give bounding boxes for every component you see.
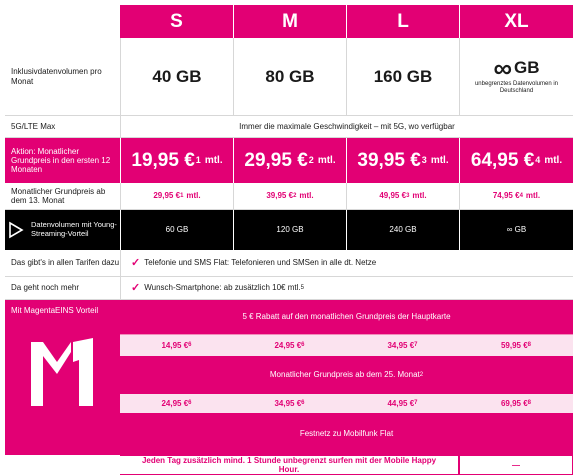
regular-price-xl	[459, 183, 573, 210]
footnote-mark: 6	[301, 400, 305, 407]
footnote-mark: 2	[419, 371, 424, 378]
price-unit: mtl.	[430, 154, 449, 166]
footnote-mark: 1	[180, 192, 184, 199]
footnote-mark: 2	[293, 192, 297, 199]
streaming-s: 60 GB	[120, 210, 233, 250]
infinity-icon: ∞	[493, 52, 513, 83]
footnote-mark: 3	[406, 192, 410, 199]
footnote-mark: 3	[421, 155, 427, 166]
speed-text: Immer die maximale Geschwindigkeit – mit 5G, wo verfügbar	[120, 116, 573, 138]
extra-row	[120, 277, 573, 300]
happy-hour-text: Jeden Tag zusätzlich mind. 1 Stunde unbegrenzt surfen mit der Mobile Happy Hour.	[120, 455, 459, 475]
discount-price-s	[120, 335, 233, 356]
footnote-mark: 2	[308, 155, 314, 166]
regular-price-l	[346, 183, 459, 210]
tariff-header-l[interactable]: L	[346, 5, 459, 38]
promo-price-xl	[459, 138, 573, 183]
regular-price-s	[120, 183, 233, 210]
check-icon: ✓	[131, 281, 141, 294]
footnote-mark: 6	[301, 342, 305, 349]
from25-price-value: 34,95 €	[274, 398, 302, 408]
play-icon	[9, 222, 23, 238]
price-unit: mtl.	[204, 154, 223, 166]
from25-price-m	[233, 394, 346, 413]
data-volume-l: 160 GB	[346, 38, 459, 116]
discount-price-value: 14,95 €	[161, 340, 189, 350]
data-volume-m: 80 GB	[233, 38, 346, 116]
price-unit: mtl.	[525, 191, 541, 201]
discount-price-m	[233, 335, 346, 356]
footnote-mark: 8	[527, 342, 532, 349]
discount-price-l	[346, 335, 459, 356]
discount-price-value: 24,95 €	[274, 340, 302, 350]
promo-price-s	[120, 138, 233, 183]
streaming-label: Datenvolumen mit Young-Streaming-Vorteil	[31, 220, 117, 238]
regular-price-value: 29,95 €	[153, 191, 181, 201]
streaming-xl: ∞ GB	[459, 210, 573, 250]
promo-price-m	[233, 138, 346, 183]
tariff-header-m[interactable]: M	[233, 5, 346, 38]
unlimited-note: unbegrenztes Datenvolumen in Deutschland	[474, 80, 559, 94]
promo-price-label: Aktion: Monatlicher Grundpreis in den ersten 12 Monaten	[5, 138, 120, 183]
footnote-mark: 7	[414, 400, 418, 407]
footnote-mark: 6	[188, 342, 192, 349]
data-volume-xl	[459, 38, 573, 116]
regular-price-label: Monatlicher Grundpreis ab dem 13. Monat	[5, 183, 120, 210]
streaming-m: 120 GB	[233, 210, 346, 250]
from25-price-value: 44,95 €	[387, 398, 415, 408]
footnote-mark: 4	[535, 155, 541, 166]
footnote-mark: 4	[519, 192, 523, 199]
included-row	[120, 250, 573, 277]
promo-price-value: 39,95 €	[357, 149, 421, 171]
price-unit: mtl.	[186, 191, 201, 201]
magenta-eins-label-cell	[5, 300, 120, 455]
promo-price-value: 29,95 €	[244, 149, 308, 171]
magenta-eins-label: Mit MagentaEINS Vorteil	[11, 306, 99, 315]
promo-price-l	[346, 138, 459, 183]
discount-text: 5 € Rabatt auf den monatlichen Grundpreis der Hauptkarte	[120, 300, 573, 335]
from25-price-s	[120, 394, 233, 413]
flat-text: Festnetz zu Mobilfunk Flat	[120, 413, 573, 455]
promo-price-value: 64,95 €	[470, 149, 535, 171]
discount-price-xl	[459, 335, 573, 356]
regular-price-value: 39,95 €	[266, 191, 294, 201]
from25-text-cell	[120, 356, 573, 394]
footnote-mark: 1	[195, 155, 201, 166]
included-label: Das gibt's in allen Tarifen dazu	[5, 250, 120, 277]
tariff-comparison-table	[5, 5, 573, 475]
from25-text: Monatlicher Grundpreis ab dem 25. Monat	[269, 370, 420, 380]
from25-price-value: 69,95 €	[500, 398, 528, 408]
included-text: Telefonie und SMS Flat: Telefonieren und SMSen in alle dt. Netze	[144, 258, 377, 268]
tariff-header-xl[interactable]: XL	[459, 5, 573, 38]
discount-price-value: 34,95 €	[387, 340, 415, 350]
price-unit: mtl.	[544, 154, 563, 166]
footnote-mark: 5	[300, 284, 304, 291]
regular-price-value: 74,95 €	[492, 191, 520, 201]
from25-price-value: 24,95 €	[161, 398, 189, 408]
regular-price-value: 49,95 €	[379, 191, 407, 201]
speed-label: 5G/LTE Max	[5, 116, 120, 138]
regular-price-m	[233, 183, 346, 210]
price-unit: mtl.	[317, 154, 336, 166]
footnote-mark: 7	[414, 342, 418, 349]
header-corner	[5, 5, 120, 38]
happy-hour-xl: —	[459, 455, 573, 475]
from25-price-l	[346, 394, 459, 413]
footnote-mark: 6	[188, 400, 192, 407]
magenta-eins-logo-icon	[29, 336, 95, 408]
extra-label: Da geht noch mehr	[5, 277, 120, 300]
streaming-label-cell	[5, 210, 120, 250]
from25-price-xl	[459, 394, 573, 413]
promo-price-value: 19,95 €	[131, 149, 195, 171]
data-volume-s: 40 GB	[120, 38, 233, 116]
footnote-mark: 8	[527, 400, 532, 407]
price-unit: mtl.	[299, 191, 314, 201]
extra-text: Wunsch-Smartphone: ab zusätzlich 10€ mtl.	[144, 283, 301, 293]
price-unit: mtl.	[412, 191, 427, 201]
discount-price-value: 59,95 €	[500, 340, 528, 350]
data-volume-label: Inklusivdatenvolumen pro Monat	[5, 38, 120, 116]
tariff-header-s[interactable]: S	[120, 5, 233, 38]
streaming-l: 240 GB	[346, 210, 459, 250]
check-icon: ✓	[131, 256, 141, 269]
data-volume-xl-unit: GB	[514, 58, 540, 78]
